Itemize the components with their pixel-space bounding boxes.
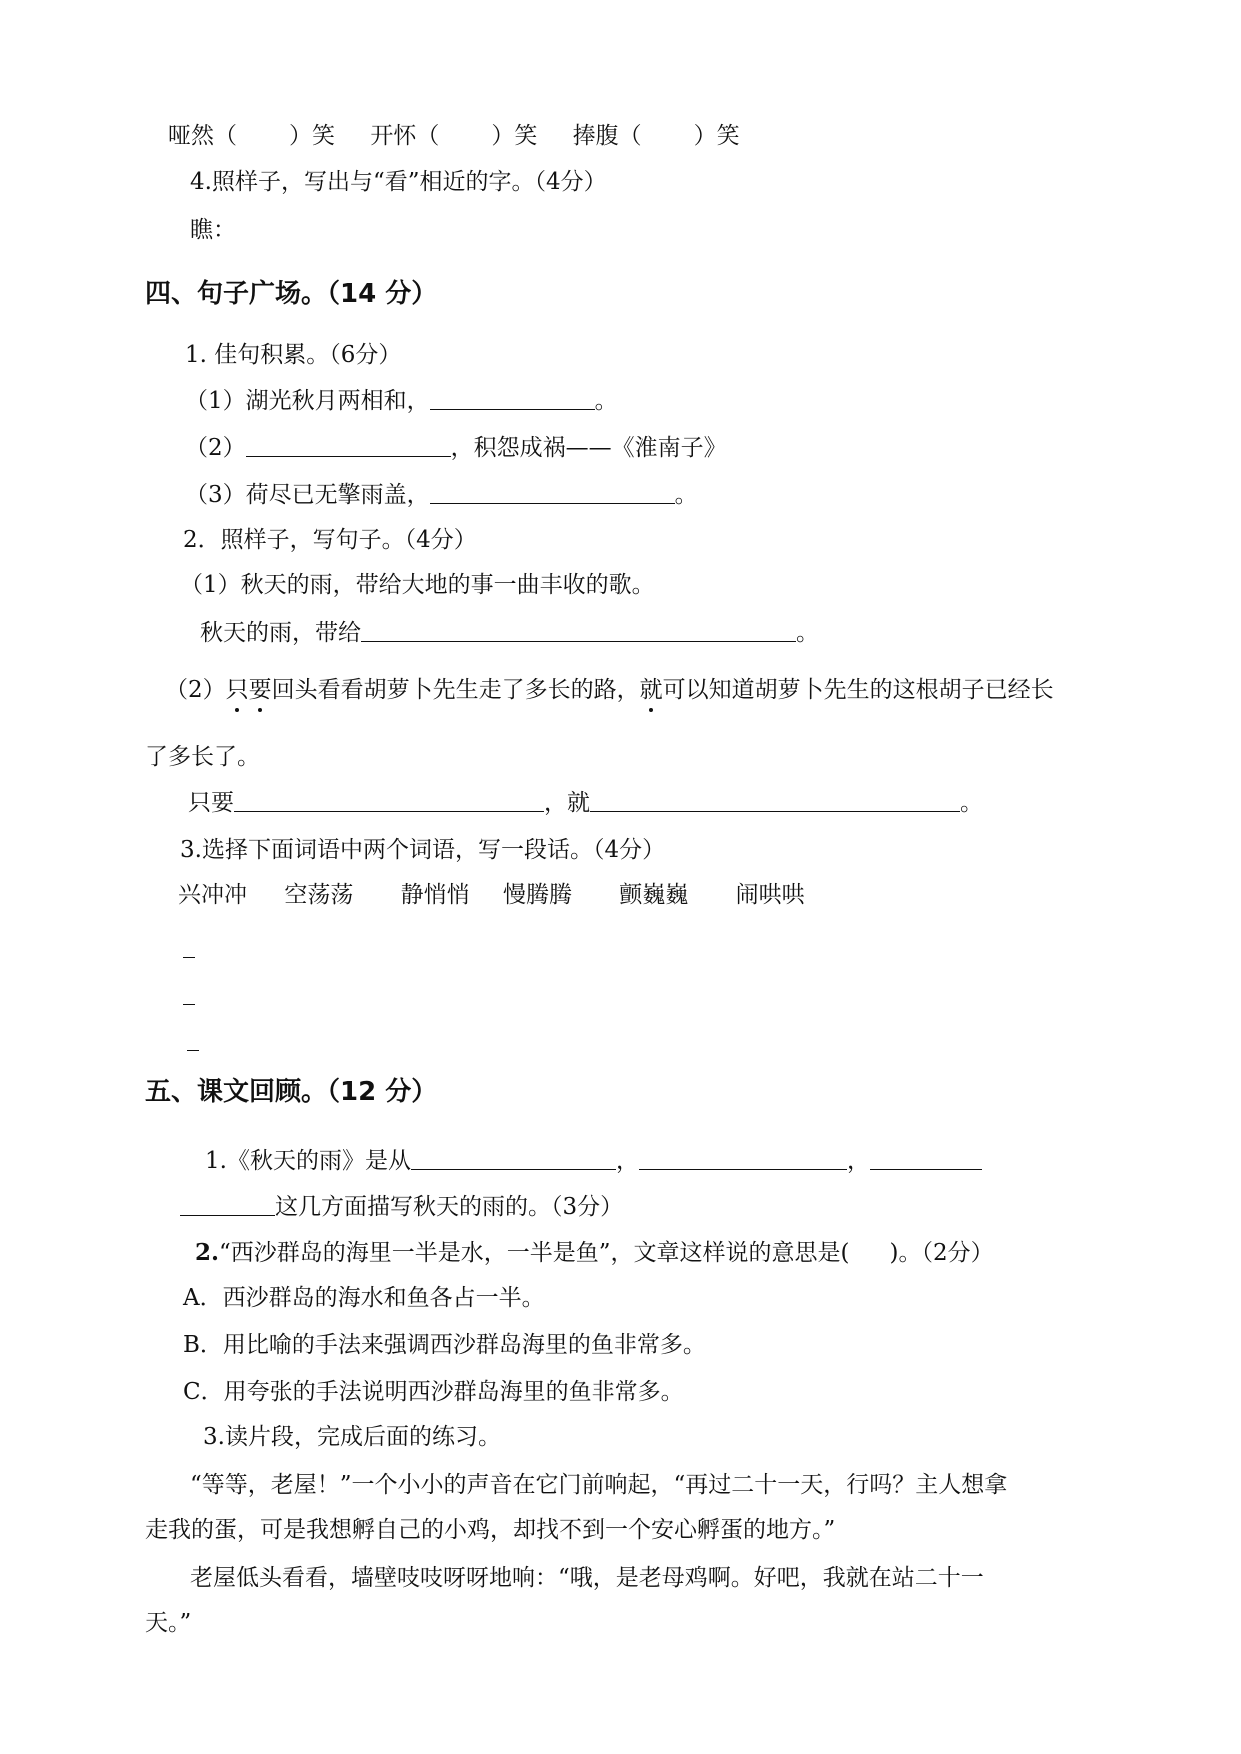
s4-q1-title: 1. 佳句积累。（6分） — [185, 342, 402, 368]
answer-blank[interactable] — [361, 619, 796, 642]
s4-q2-sentence2-cont: 了多长了。 — [145, 744, 260, 770]
word: 静悄悄 — [400, 882, 470, 908]
fill-item-2: 开怀（ ）笑 — [370, 123, 538, 149]
word: 兴冲冲 — [178, 882, 247, 908]
s5-q2-option-c[interactable]: C．用夸张的手法说明西沙群岛海里的鱼非常多。 — [183, 1379, 684, 1405]
s5-q1-line2: 这几方面描写秋天的雨的。（3分） — [180, 1192, 623, 1222]
passage-p1-line1: “等等，老屋！”一个小小的声音在它门前响起，“再过二十一天，行吗？主人想拿 — [190, 1472, 1008, 1498]
answer-blank[interactable] — [234, 789, 544, 812]
s4-q3-words — [178, 880, 805, 910]
word: 空荡荡 — [284, 882, 354, 908]
answer-blank[interactable] — [639, 1147, 847, 1170]
word: 闹哄哄 — [735, 882, 805, 908]
s4-q2-answer2: 只要 ，就 。 — [188, 790, 983, 816]
s4-q1-line2: （2） ，积怨成祸——《淮南子》 — [185, 435, 727, 461]
s4-q2-title: 2．照样子，写句子。（4分） — [183, 527, 477, 553]
emphasis-char: 只 — [225, 677, 249, 703]
s4-q1-line1: （1）湖光秋月两相和， 。 — [185, 388, 618, 414]
word: 颤巍巍 — [619, 882, 689, 908]
answer-blank[interactable] — [430, 481, 675, 504]
answer-blank[interactable] — [411, 1147, 616, 1170]
section-4-heading: 四、句子广场。（14 分） — [145, 279, 438, 309]
s5-q1-line1: 1.《秋天的雨》是从 ， ， — [205, 1146, 982, 1176]
s4-q2-sentence2: （2）只要回头看看胡萝卜先生走了多长的路，就可以知道胡萝卜先生的这根胡子已经长 — [165, 677, 1054, 703]
answer-blank[interactable] — [870, 1147, 982, 1170]
writing-line[interactable] — [187, 1050, 199, 1051]
answer-blank[interactable] — [590, 789, 960, 812]
section-5-heading: 五、课文回顾。（12 分） — [145, 1077, 438, 1107]
passage-p2-line1: 老屋低头看看，墙壁吱吱呀呀地响：“哦，是老母鸡啊。好吧，我就在站二十一 — [190, 1565, 984, 1591]
writing-line[interactable] — [183, 957, 195, 958]
s5-q3-title: 3.读片段，完成后面的练习。 — [203, 1424, 501, 1450]
writing-line[interactable] — [183, 1004, 195, 1005]
s5-q2-option-b[interactable]: B．用比喻的手法来强调西沙群岛海里的鱼非常多。 — [183, 1332, 706, 1358]
s4-q1-line3: （3）荷尽已无擎雨盖， 。 — [185, 482, 698, 508]
passage-p2-line2: 天。” — [145, 1610, 192, 1636]
answer-blank[interactable] — [246, 434, 451, 457]
emphasis-char: 要 — [248, 677, 272, 703]
laugh-words-row — [168, 121, 740, 151]
s4-q2-sentence1: （1）秋天的雨，带给大地的事一曲丰收的歌。 — [180, 572, 655, 598]
fill-item-3: 捧腹（ ）笑 — [572, 123, 740, 149]
word: 慢腾腾 — [502, 882, 572, 908]
s4-q3-title: 3.选择下面词语中两个词语，写一段话。（4分） — [180, 837, 666, 863]
fill-item-1: 哑然（ ）笑 — [168, 123, 335, 149]
answer-blank[interactable] — [180, 1193, 275, 1216]
q3-4-title: 4.照样子，写出与“看”相近的字。（4分） — [190, 169, 607, 195]
q3-4-example: 瞧： — [190, 217, 236, 243]
s5-q2-question: 2.“西沙群岛的海里一半是水，一半是鱼”，文章这样说的意思是( )。（2分） — [195, 1239, 994, 1266]
answer-blank[interactable] — [430, 387, 595, 410]
s4-q2-answer1: 秋天的雨，带给 。 — [200, 620, 819, 646]
s5-q2-option-a[interactable]: A．西沙群岛的海水和鱼各占一半。 — [183, 1285, 545, 1311]
passage-p1-line2: 走我的蛋，可是我想孵自己的小鸡，却找不到一个安心孵蛋的地方。” — [145, 1517, 836, 1543]
emphasis-char: 就 — [639, 677, 663, 703]
